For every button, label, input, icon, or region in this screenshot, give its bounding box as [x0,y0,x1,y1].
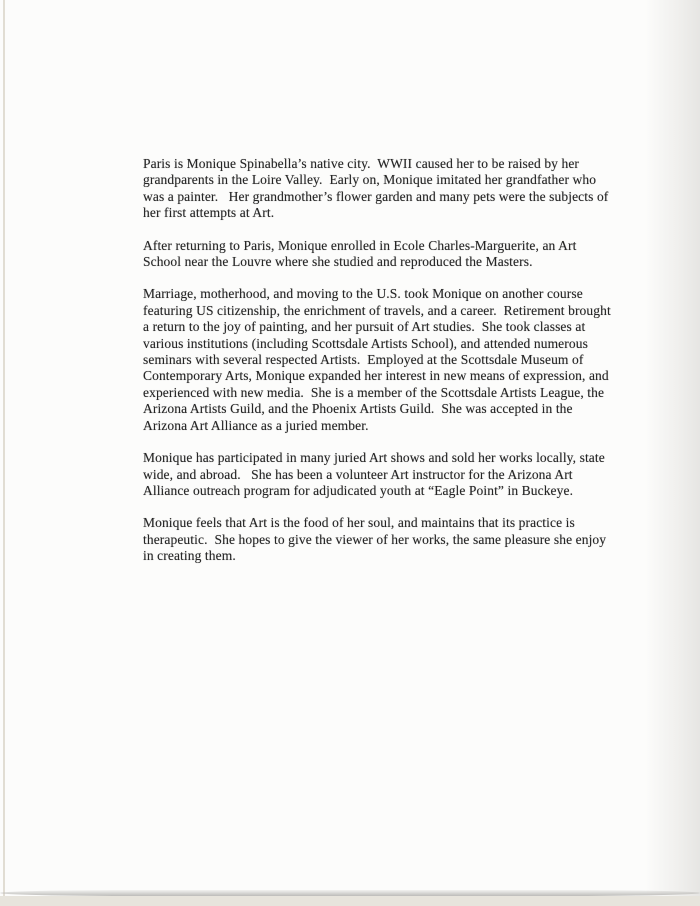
page-right-edge-shading [645,0,700,906]
paragraph-ecole-charles-marguerite: After returning to Paris, Monique enrolled in Ecole Charles-Marguerite, an Art School near the Louvre where she studied and reproduced the Masters. [143,237,580,270]
scanner-bed-strip [0,896,700,906]
page-left-edge-artifact [3,0,5,906]
document-text [143,156,613,581]
paragraph-move-to-us-and-memberships: Marriage, motherhood, and moving to the U.S. took Monique on another course featuring US citizenship, the enrichment of travels, and a career. Retirement brought a return to the joy of painting, and her pursuit of Art studies. She took classes at various institutions (including Scottsdale Artists School), and attended numerous seminars with several respected Artists. Employed at the Scottsdale Museum of Contemporary Arts, Monique expanded her interest in new means of expression, and experienced with new media. She is a member of the Scottsdale Artists League, the Arizona Artists Guild, and the Phoenix Artists Guild. She was accepted in the Arizona Art Alliance as a juried member. [143,286,615,433]
paragraph-art-as-food-of-soul: Monique feels that Art is the food of her soul, and maintains that its practice is therapeutic. She hopes to give the viewer of her works, the same pleasure she enjoy in creating them. [143,515,610,564]
paragraph-native-city: Paris is Monique Spinabella’s native city. WWII caused her to be raised by her grandparents in the Loire Valley. Early on, Monique imitated her grandfather who was a painter. Her grandmother’s flower garden and many pets were the subjects of her first attempts at Art. [143,156,612,221]
paragraph-juried-shows-and-volunteering: Monique has participated in many juried Art shows and sold her works locally, state wide, and abroad. She has been a volunteer Art instructor for the Arizona Art Alliance outreach program for adjudicated youth at “Eagle Point” in Buckeye. [143,450,609,498]
